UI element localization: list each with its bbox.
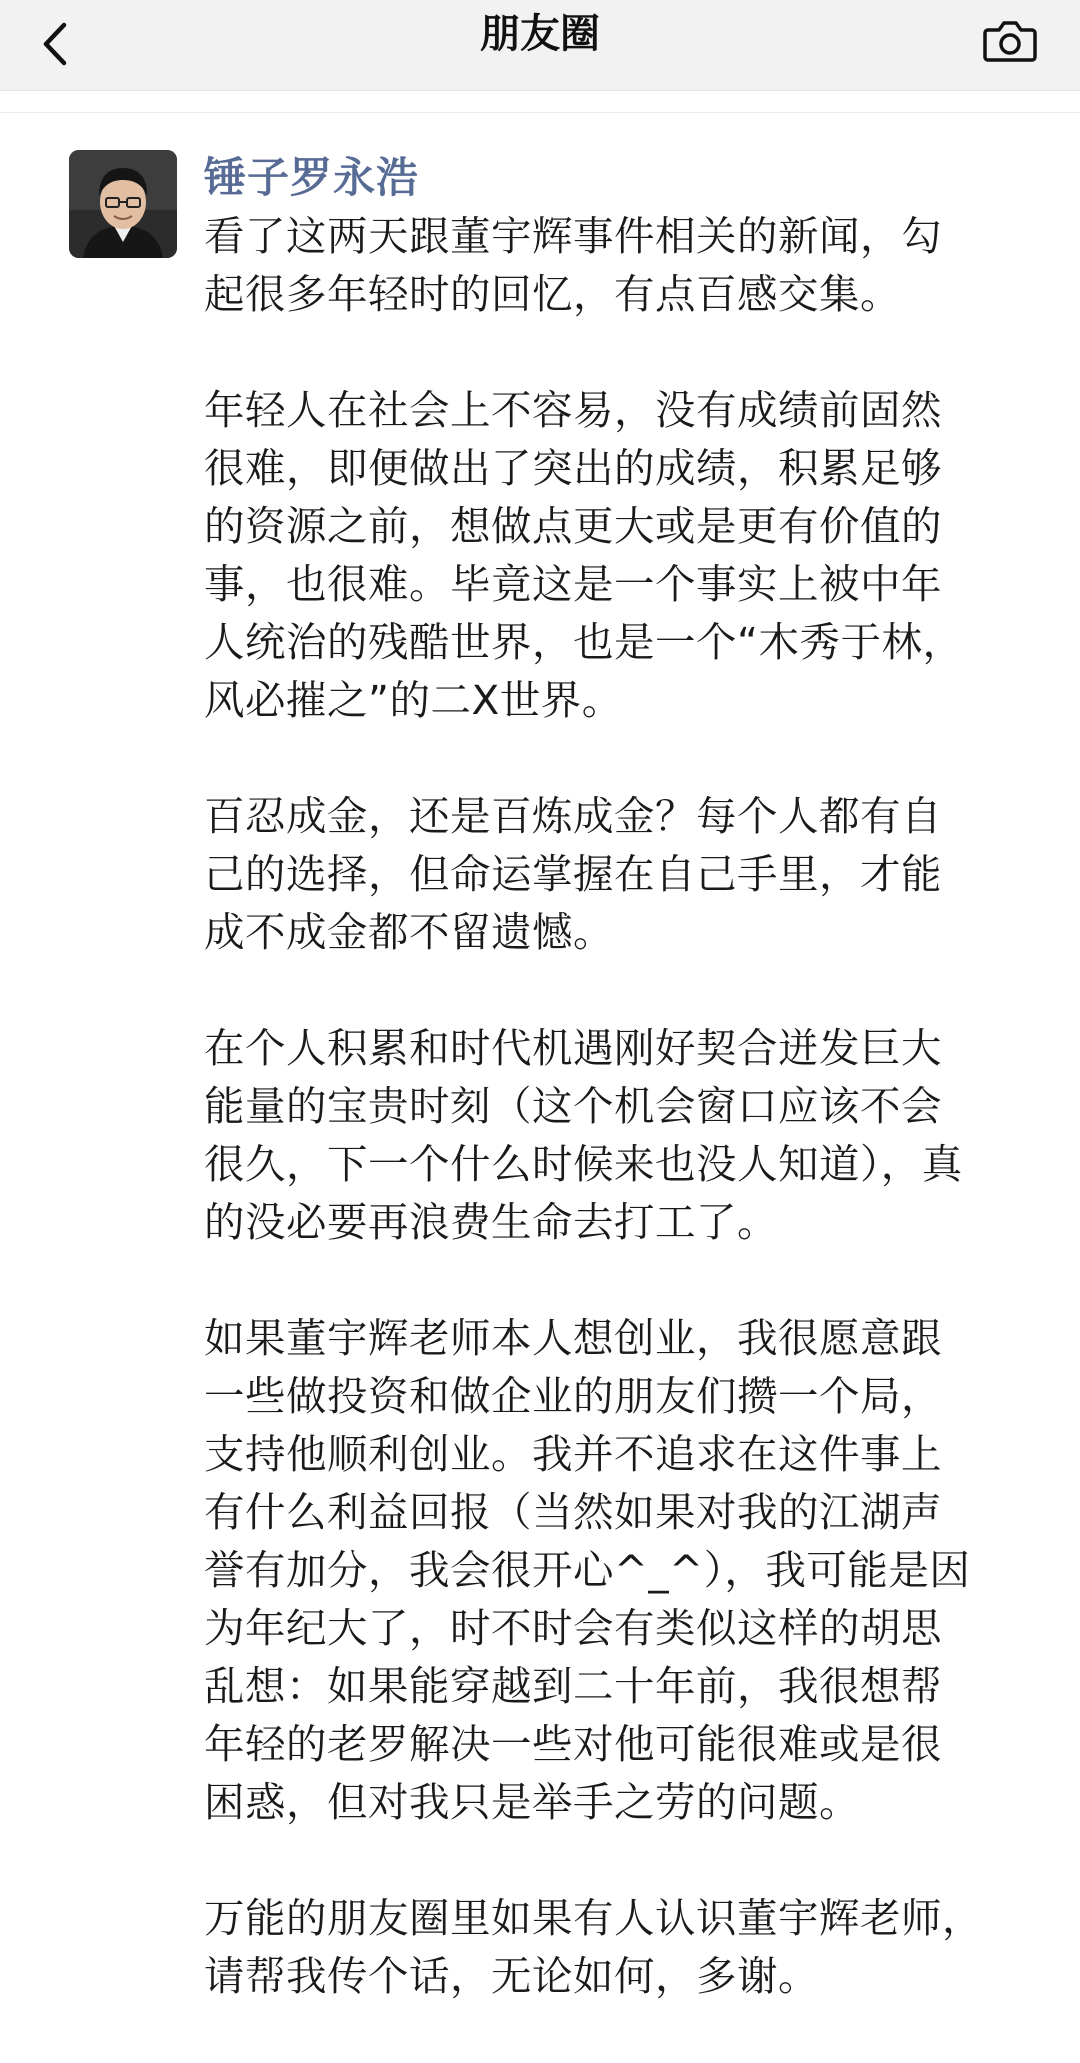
text-line: 人统治的残酷世界，也是一个“木秀于林， <box>204 618 964 666</box>
text-line: 困惑，但对我只是举手之劳的问题。 <box>204 1778 860 1826</box>
text-line: 年轻的老罗解决一些对他可能很难或是很 <box>204 1720 942 1768</box>
text-line: 支持他顺利创业。我并不追求在这件事上 <box>204 1430 942 1478</box>
text-line: 事，也很难。毕竟这是一个事实上被中年 <box>204 560 942 608</box>
text-line: 如果董宇辉老师本人想创业，我很愿意跟 <box>204 1314 942 1362</box>
text-line: 乱想：如果能穿越到二十年前，我很想帮 <box>204 1662 942 1710</box>
top-bar <box>0 0 1080 91</box>
post-paragraph <box>204 787 1034 961</box>
text-line: 看了这两天跟董宇辉事件相关的新闻，勾 <box>204 212 942 260</box>
text-line: 很久，下一个什么时候来也没人知道），真 <box>204 1140 963 1188</box>
camera-button[interactable] <box>980 10 1040 70</box>
avatar-image <box>69 150 177 258</box>
text-line: 年轻人在社会上不容易，没有成绩前固然 <box>204 386 942 434</box>
text-line: 万能的朋友圈里如果有人认识董宇辉老师， <box>204 1894 983 1942</box>
text-line: 为年纪大了，时不时会有类似这样的胡思 <box>204 1604 942 1652</box>
text-line: 百忍成金，还是百炼成金？每个人都有自 <box>204 792 942 840</box>
camera-icon <box>982 16 1038 64</box>
text-line: 的资源之前，想做点更大或是更有价值的 <box>204 502 942 550</box>
text-line: 能量的宝贵时刻（这个机会窗口应该不会 <box>204 1082 942 1130</box>
header-separator <box>0 112 1080 113</box>
text-line: 一些做投资和做企业的朋友们攒一个局， <box>204 1372 942 1420</box>
text-line: 风必摧之”的二X世界。 <box>204 676 623 724</box>
post-paragraph <box>204 381 1034 729</box>
text-line: 己的选择，但命运掌握在自己手里，才能 <box>204 850 942 898</box>
user-avatar[interactable] <box>69 150 177 258</box>
post-paragraph <box>204 1019 1034 1251</box>
text-line: 有什么利益回报（当然如果对我的江湖声 <box>204 1488 942 1536</box>
text-line: 在个人积累和时代机遇刚好契合迸发巨大 <box>204 1024 942 1072</box>
text-line: 成不成金都不留遗憾。 <box>204 908 614 956</box>
post-paragraph <box>204 1309 1034 1831</box>
author-name[interactable]: 锤子罗永浩 <box>204 153 420 202</box>
text-line: 的没必要再浪费生命去打工了。 <box>204 1198 778 1246</box>
post-paragraph <box>204 1889 1034 2005</box>
post-body <box>204 207 1034 2063</box>
text-line: 请帮我传个话，无论如何，多谢。 <box>204 1952 819 2000</box>
text-line: 誉有加分，我会很开心^_^），我可能是因 <box>204 1546 971 1594</box>
post-paragraph <box>204 207 1034 323</box>
page-title: 朋友圈 <box>480 11 600 57</box>
text-line: 起很多年轻时的回忆，有点百感交集。 <box>204 270 901 318</box>
text-line: 很难，即便做出了突出的成绩，积累足够 <box>204 444 942 492</box>
